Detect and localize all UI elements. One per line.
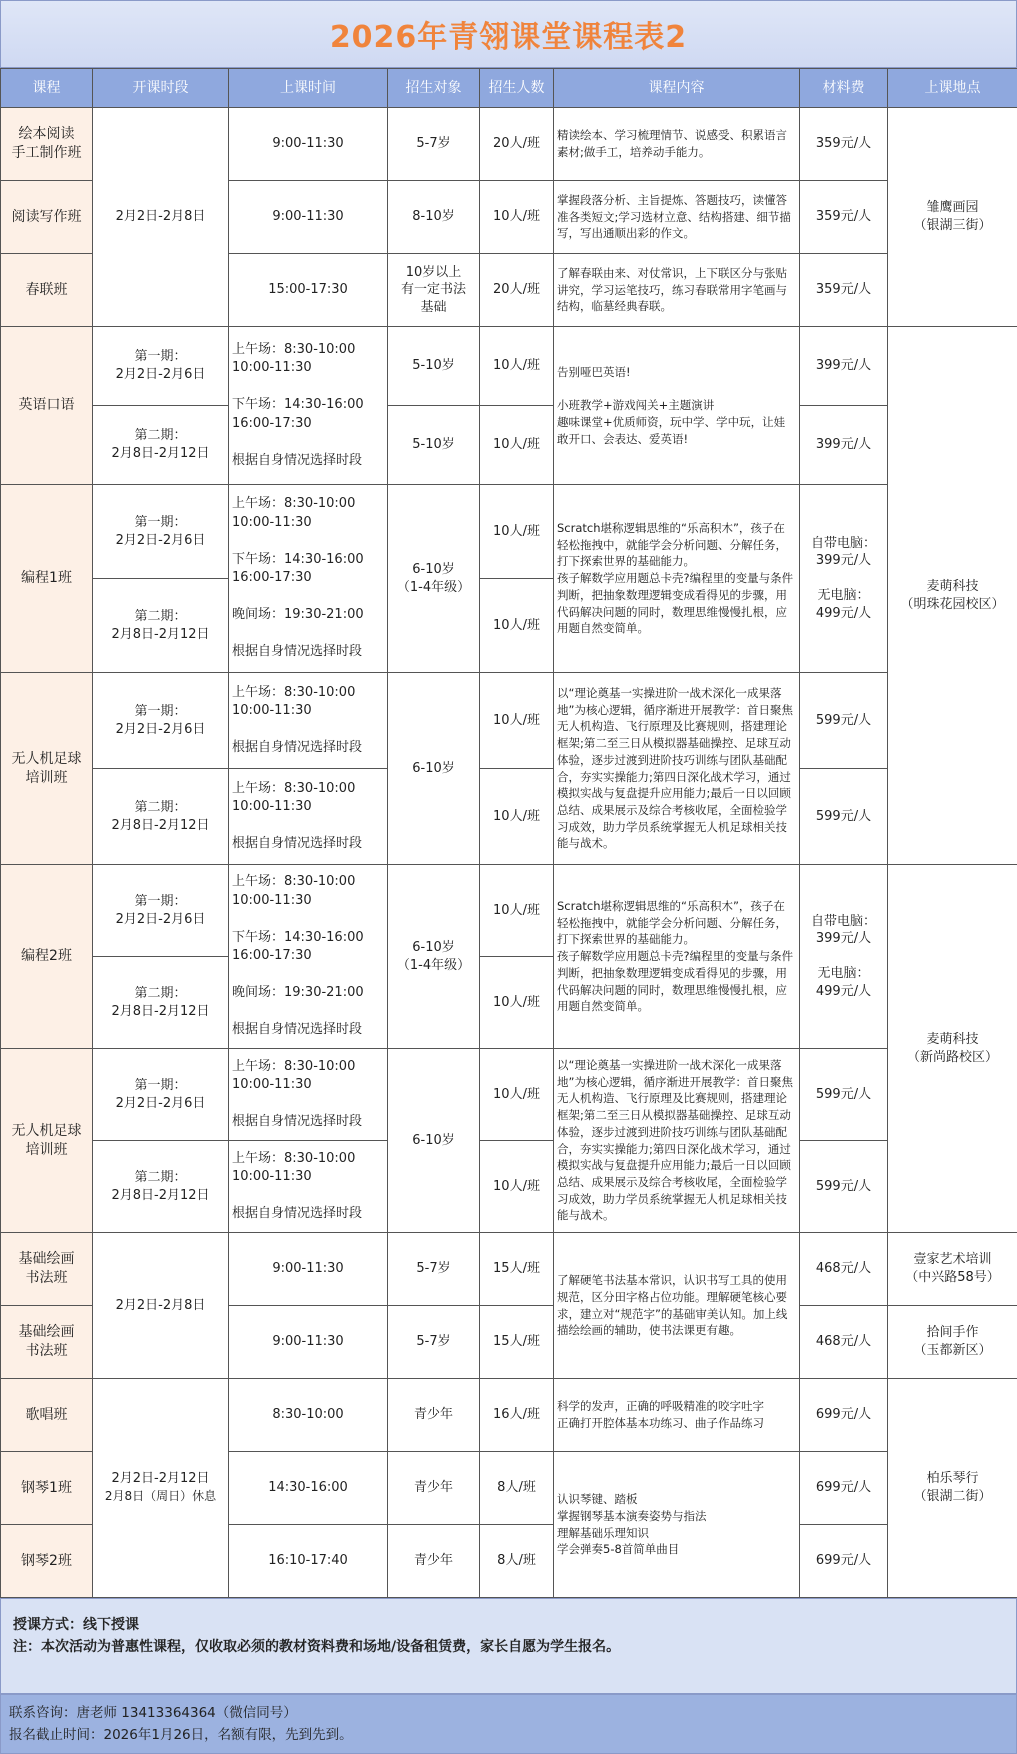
material-fee: 自带电脑： 399元/人 无电脑： 499元/人 (800, 485, 888, 673)
period-rest-note: 2月8日（周日）休息 (105, 1489, 216, 1503)
material-fee: 599元/人 (800, 1141, 888, 1233)
course-name: 编程2班 (1, 865, 93, 1049)
target-age: 青少年 (388, 1452, 480, 1525)
class-time: 上午场：8:30-10:00 10:00-11:30 下午场：14:30-16:00 16:00-17:30 根据自身情况选择时段 (229, 327, 388, 485)
class-time: 上午场：8:30-10:00 10:00-11:30 根据自身情况选择时段 (229, 1049, 388, 1141)
course-content: 了解硬笔书法基本常识，认识书写工具的使用规范，区分田字格占位功能。理解硬笔核心要求，建立对“规范字”的基础审美认知。加上线描绘绘画的辅助，使书法课更有趣。 (554, 1233, 800, 1379)
location-cell: 拾间手作 （玉都新区） (888, 1306, 1017, 1379)
class-size: 10人/班 (480, 673, 554, 769)
period-cell: 第二期： 2月8日-2月12日 (93, 957, 229, 1049)
location-cell: 麦萌科技 （明珠花园校区） (888, 327, 1017, 865)
material-fee: 399元/人 (800, 406, 888, 485)
class-time: 9:00-11:30 (229, 1306, 388, 1379)
material-fee: 468元/人 (800, 1233, 888, 1306)
teaching-method: 授课方式：线下授课 (13, 1615, 1004, 1637)
col-header: 招生人数 (480, 69, 554, 108)
class-size: 15人/班 (480, 1233, 554, 1306)
class-size: 10人/班 (480, 1049, 554, 1141)
class-time: 15:00-17:30 (229, 254, 388, 327)
col-header: 上课时间 (229, 69, 388, 108)
class-time: 9:00-11:30 (229, 108, 388, 181)
table-row (1, 406, 1017, 485)
class-size: 10人/班 (480, 579, 554, 673)
class-size: 20人/班 (480, 108, 554, 181)
class-size: 10人/班 (480, 1141, 554, 1233)
period-main: 2月2日-2月12日 (111, 1471, 209, 1486)
material-fee: 399元/人 (800, 327, 888, 406)
location-cell: 麦萌科技 （新尚路校区） (888, 865, 1017, 1233)
class-size: 10人/班 (480, 865, 554, 957)
title-bar (0, 0, 1017, 68)
course-content: 以“理论奠基一实操进阶一战术深化一成果落地”为核心逻辑，循序渐进开展教学：首日聚焦无人机构造、飞行原理及比赛规则，搭建理论框架;第二至三日从模拟器基础操控、足球互动体验，逐步过渡到进阶技巧训练与团队基础配合，夯实实操能力;第四日深化战术学习，通过模拟实战与复盘提升应用能力;最后一日以回顾总结、成果展示及综合考核收尾，全面检验学习成效，助力学员系统掌握无人机足球相关技能与战术。 (554, 673, 800, 865)
material-fee: 599元/人 (800, 769, 888, 865)
target-age: 青少年 (388, 1525, 480, 1598)
col-header: 招生对象 (388, 69, 480, 108)
col-header: 课程内容 (554, 69, 800, 108)
course-name: 基础绘画 书法班 (1, 1306, 93, 1379)
target-age: 青少年 (388, 1379, 480, 1452)
class-size: 20人/班 (480, 254, 554, 327)
table-row (1, 327, 1017, 406)
table-row (1, 1141, 1017, 1233)
class-size: 10人/班 (480, 327, 554, 406)
target-age: 8-10岁 (388, 181, 480, 254)
schedule-table (0, 68, 1017, 1598)
period-cell: 第二期： 2月8日-2月12日 (93, 1141, 229, 1233)
class-time: 9:00-11:30 (229, 181, 388, 254)
course-name: 钢琴1班 (1, 1452, 93, 1525)
course-name: 无人机足球 培训班 (1, 673, 93, 865)
target-age: 6-10岁 （1-4年级） (388, 865, 480, 1049)
period-cell: 第一期： 2月2日-2月6日 (93, 865, 229, 957)
course-name: 无人机足球 培训班 (1, 1049, 93, 1233)
location-cell: 柏乐琴行 （银湖二街） (888, 1379, 1017, 1598)
class-size: 10人/班 (480, 769, 554, 865)
period-cell: 第一期： 2月2日-2月6日 (93, 1049, 229, 1141)
course-content: 了解春联由来、对仗常识，上下联区分与张贴讲究，学习运笔技巧，练习春联常用字笔画与结构，临墓经典春联。 (554, 254, 800, 327)
course-content: 科学的发声，正确的呼吸精准的咬字吐字 正确打开腔体基本功练习、曲子作品练习 (554, 1379, 800, 1452)
contact-section (0, 1694, 1017, 1754)
class-time: 8:30-10:00 (229, 1379, 388, 1452)
material-fee: 自带电脑： 399元/人 无电脑： 499元/人 (800, 865, 888, 1049)
period-cell: 第一期： 2月2日-2月6日 (93, 327, 229, 406)
class-size: 10人/班 (480, 957, 554, 1049)
course-name: 英语口语 (1, 327, 93, 485)
material-fee: 359元/人 (800, 108, 888, 181)
course-content: Scratch堪称逻辑思维的“乐高积木”，孩子在轻松拖拽中，就能学会分析问题、分解任务，打下探索世界的基础能力。 孩子解数学应用题总卡壳?编程里的变量与条件判断，把抽象数理逻辑变成看得见的步骤，用代码解决问题的同时，数理思维慢慢扎根，应用题自然变简单。 (554, 485, 800, 673)
table-row (1, 1233, 1017, 1306)
course-name: 绘本阅读 手工制作班 (1, 108, 93, 181)
contact-info: 联系咨询：唐老师 13413364364（微信同号） (9, 1703, 1008, 1725)
target-age: 5-7岁 (388, 1306, 480, 1379)
class-size: 10人/班 (480, 485, 554, 579)
table-row (1, 1049, 1017, 1141)
page-title: 2026年青翎课堂课程表2 (330, 12, 687, 56)
class-size: 10人/班 (480, 181, 554, 254)
class-size: 16人/班 (480, 1379, 554, 1452)
target-age: 5-10岁 (388, 327, 480, 406)
table-row (1, 865, 1017, 957)
table-row (1, 1379, 1017, 1452)
material-fee: 599元/人 (800, 1049, 888, 1141)
class-time: 上午场：8:30-10:00 10:00-11:30 根据自身情况选择时段 (229, 673, 388, 769)
table-row (1, 769, 1017, 865)
course-content: 掌握段落分析、主旨提炼、答题技巧，读懂答准各类短文;学习选材立意、结构搭建、细节描写，写出通顺出彩的作文。 (554, 181, 800, 254)
course-content: 精读绘本、学习梳理情节、说感受、积累语言素材;做手工，培养动手能力。 (554, 108, 800, 181)
table-row (1, 485, 1017, 579)
material-fee: 699元/人 (800, 1379, 888, 1452)
location-cell: 雏鹰画园 （银湖三街） (888, 108, 1017, 327)
material-fee: 599元/人 (800, 673, 888, 769)
class-time: 上午场：8:30-10:00 10:00-11:30 根据自身情况选择时段 (229, 1141, 388, 1233)
period-cell: 第一期： 2月2日-2月6日 (93, 673, 229, 769)
location-cell: 壹家艺术培训 （中兴路58号） (888, 1233, 1017, 1306)
class-size: 8人/班 (480, 1525, 554, 1598)
target-age: 5-7岁 (388, 108, 480, 181)
col-header: 开课时段 (93, 69, 229, 108)
deadline-info: 报名截止时间：2026年1月26日，名额有限，先到先到。 (9, 1725, 1008, 1747)
target-age: 6-10岁 （1-4年级） (388, 485, 480, 673)
target-age: 5-10岁 (388, 406, 480, 485)
course-content: 以“理论奠基一实操进阶一战术深化一成果落地”为核心逻辑，循序渐进开展教学：首日聚焦无人机构造、飞行原理及比赛规则，搭建理论框架;第二至三日从模拟器基础操控、足球互动体验，逐步过渡到进阶技巧训练与团队基础配合，夯实实操能力;第四日深化战术学习，通过模拟实战与复盘提升应用能力;最后一日以回顾总结、成果展示及综合考核收尾，全面检验学习成效，助力学员系统掌握无人机足球相关技能与战术。 (554, 1049, 800, 1233)
period-cell (93, 1379, 229, 1598)
period-cell: 2月2日-2月8日 (93, 1233, 229, 1379)
target-age: 6-10岁 (388, 673, 480, 865)
col-header: 课程 (1, 69, 93, 108)
class-time: 上午场：8:30-10:00 10:00-11:30 下午场：14:30-16:00 16:00-17:30 晚间场：19:30-21:00 根据自身情况选择时段 (229, 865, 388, 1049)
class-time: 14:30-16:00 (229, 1452, 388, 1525)
course-name: 编程1班 (1, 485, 93, 673)
target-age: 10岁以上 有一定书法 基础 (388, 254, 480, 327)
period-cell: 2月2日-2月8日 (93, 108, 229, 327)
period-cell: 第二期： 2月8日-2月12日 (93, 769, 229, 865)
course-name: 歌唱班 (1, 1379, 93, 1452)
class-size: 15人/班 (480, 1306, 554, 1379)
col-header: 上课地点 (888, 69, 1017, 108)
class-time: 16:10-17:40 (229, 1525, 388, 1598)
course-content: 认识琴键、踏板 掌握钢琴基本演奏姿势与指法 理解基础乐理知识 学会弹奏5-8首简单曲目 (554, 1452, 800, 1598)
period-cell: 第二期： 2月8日-2月12日 (93, 579, 229, 673)
period-cell: 第一期： 2月2日-2月6日 (93, 485, 229, 579)
table-header-row (1, 69, 1017, 108)
notice-text: 注：本次活动为普惠性课程，仅收取必须的教材资料费和场地/设备租赁费，家长自愿为学生报名。 (13, 1637, 1004, 1659)
class-size: 10人/班 (480, 406, 554, 485)
table-row (1, 108, 1017, 181)
target-age: 6-10岁 (388, 1049, 480, 1233)
material-fee: 359元/人 (800, 254, 888, 327)
material-fee: 359元/人 (800, 181, 888, 254)
class-size: 8人/班 (480, 1452, 554, 1525)
course-name: 春联班 (1, 254, 93, 327)
course-content: Scratch堪称逻辑思维的“乐高积木”，孩子在轻松拖拽中，就能学会分析问题、分解任务，打下探索世界的基础能力。 孩子解数学应用题总卡壳?编程里的变量与条件判断，把抽象数理逻辑变成看得见的步骤，用代码解决问题的同时，数理思维慢慢扎根，应用题自然变简单。 (554, 865, 800, 1049)
class-time: 上午场：8:30-10:00 10:00-11:30 下午场：14:30-16:00 16:00-17:30 晚间场：19:30-21:00 根据自身情况选择时段 (229, 485, 388, 673)
target-age: 5-7岁 (388, 1233, 480, 1306)
period-cell: 第二期： 2月8日-2月12日 (93, 406, 229, 485)
material-fee: 699元/人 (800, 1452, 888, 1525)
material-fee: 468元/人 (800, 1306, 888, 1379)
col-header: 材料费 (800, 69, 888, 108)
course-name: 基础绘画 书法班 (1, 1233, 93, 1306)
table-row (1, 673, 1017, 769)
course-name: 阅读写作班 (1, 181, 93, 254)
class-time: 9:00-11:30 (229, 1233, 388, 1306)
material-fee: 699元/人 (800, 1525, 888, 1598)
notice-section (0, 1598, 1017, 1694)
course-content: 告别哑巴英语! 小班教学+游戏闯关+主题演讲 趣味课堂+优质师资，玩中学、学中玩，让娃敢开口、会表达、爱英语! (554, 327, 800, 485)
course-name: 钢琴2班 (1, 1525, 93, 1598)
class-time: 上午场：8:30-10:00 10:00-11:30 根据自身情况选择时段 (229, 769, 388, 865)
